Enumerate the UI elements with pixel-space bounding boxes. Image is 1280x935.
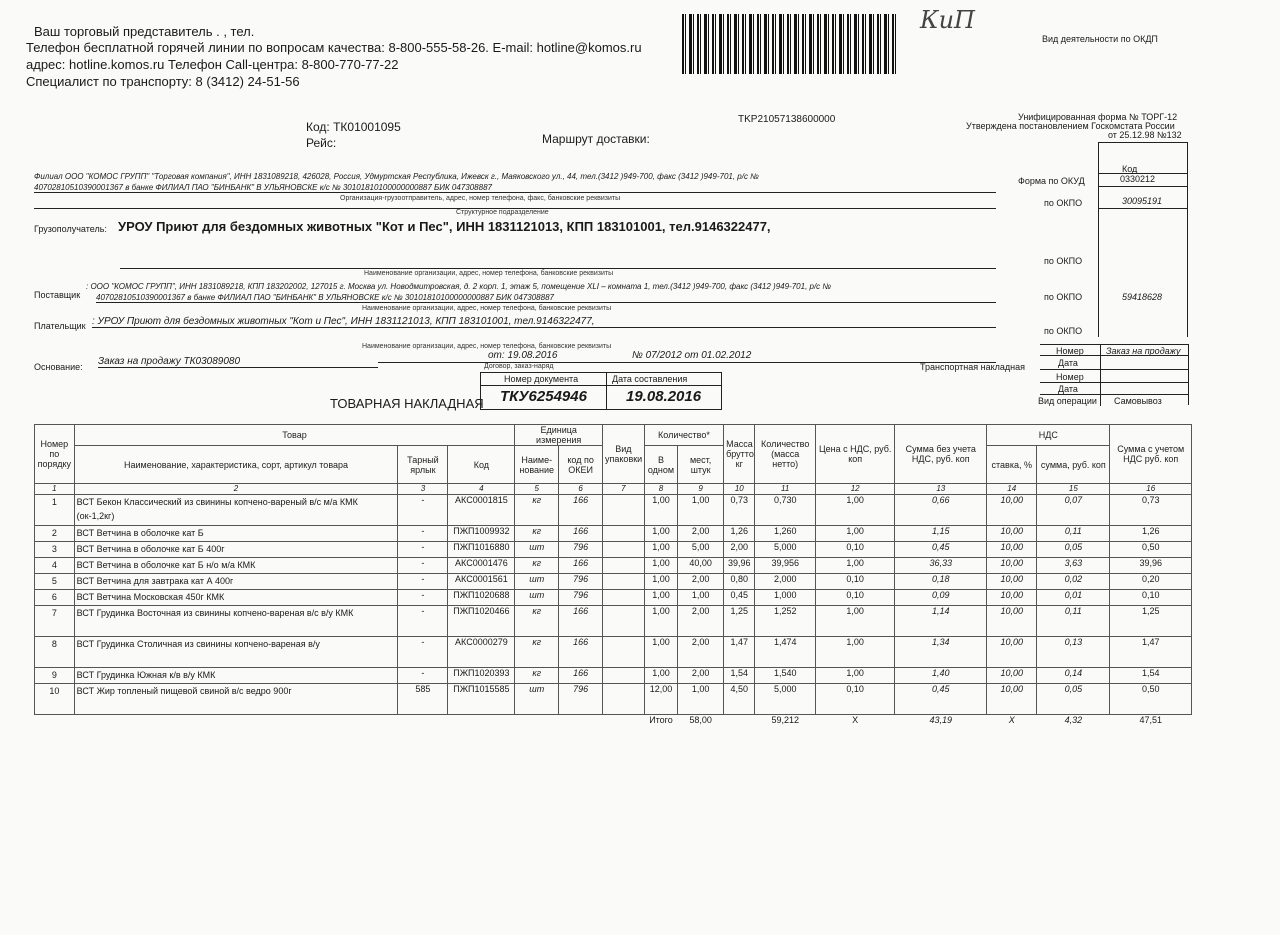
column-number: 3 xyxy=(398,484,448,495)
col-header-unit: Единица измерения xyxy=(515,425,603,446)
cell-net: 5,000 xyxy=(755,684,816,715)
total-rate: X xyxy=(1008,715,1015,725)
sales-rep-line: Ваш торговый представитель . , тел. xyxy=(34,24,255,39)
cell-places: 1,00 xyxy=(678,684,724,715)
cell-tare: - xyxy=(398,637,448,668)
col-header-2: Наименование, характеристика, сорт, артикул товара xyxy=(74,446,398,484)
cell-n: 1 xyxy=(35,495,75,526)
basis-label: Основание: xyxy=(34,362,83,372)
cell-n: 6 xyxy=(35,590,75,606)
column-number: 16 xyxy=(1110,484,1192,495)
code-column xyxy=(1098,142,1188,337)
cell-rate: 10,00 xyxy=(987,637,1037,668)
cell-vat: 0,14 xyxy=(1037,668,1110,684)
cell-n: 5 xyxy=(35,574,75,590)
operation-value: Самовывоз xyxy=(1114,396,1162,406)
total-vat: 4,32 xyxy=(1064,715,1083,725)
cell-net: 2,000 xyxy=(755,574,816,590)
cell-okei: 796 xyxy=(559,590,603,606)
table-row xyxy=(35,542,1192,558)
cell-price: 1,00 xyxy=(815,668,894,684)
cell-rate: 10,00 xyxy=(987,558,1037,574)
cell-sum_nov: 1,40 xyxy=(895,668,987,684)
col-header-15: сумма, руб. коп xyxy=(1037,446,1110,484)
column-number: 13 xyxy=(895,484,987,495)
col-header-vat: НДС xyxy=(987,425,1110,446)
column-number-row xyxy=(35,484,1192,495)
hotline-line: Телефон бесплатной горячей линии по вопросам качества: 8-800-555-58-26. E-mail: hotline@komos.ru xyxy=(26,40,642,55)
cell-vat: 0,02 xyxy=(1037,574,1110,590)
total-total: 47,51 xyxy=(1139,715,1162,725)
cell-okei: 796 xyxy=(559,542,603,558)
column-number: 8 xyxy=(644,484,677,495)
cell-pack xyxy=(603,668,645,684)
cell-total: 0,50 xyxy=(1110,542,1192,558)
cell-rate: 10,00 xyxy=(987,526,1037,542)
cell-n: 9 xyxy=(35,668,75,684)
barcode xyxy=(682,14,896,74)
cell-okei: 166 xyxy=(559,606,603,637)
number-label-2: Номер xyxy=(1056,372,1084,382)
total-empty xyxy=(515,715,559,731)
cell-rate: 10,00 xyxy=(987,668,1037,684)
total-net: 59,212 xyxy=(771,715,799,725)
cell-unit: шт xyxy=(515,684,559,715)
cell-code: АКС0000279 xyxy=(448,637,515,668)
cell-one: 1,00 xyxy=(644,637,677,668)
okpo1-value: 30095191 xyxy=(1122,196,1163,206)
cell-one: 1,00 xyxy=(644,590,677,606)
cell-price: 0,10 xyxy=(815,542,894,558)
cell-pack xyxy=(603,606,645,637)
cell-okei: 796 xyxy=(559,574,603,590)
cell-name: ВСТ Ветчина Московская 450г КМК xyxy=(74,590,398,606)
col-header-goods: Товар xyxy=(74,425,515,446)
table-row xyxy=(35,526,1192,542)
cell-rate: 10,00 xyxy=(987,606,1037,637)
cell-vat: 0,05 xyxy=(1037,684,1110,715)
table-row xyxy=(35,558,1192,574)
cell-one: 12,00 xyxy=(644,684,677,715)
total-empty xyxy=(35,715,75,731)
cell-name: ВСТ Бекон Классический из свинины копчено-вареный в/с м/а КМК (ок-1,2кг) xyxy=(74,495,398,526)
shipper-line2: 40702810510390001367 в банке ФИЛИАЛ ПАО "БИНБАНК" В УЛЬЯНОВСКЕ к/с № 30101810100000000887 БИК 047308887 xyxy=(34,183,996,193)
cell-sum_nov: 1,34 xyxy=(895,637,987,668)
cell-price: 1,00 xyxy=(815,606,894,637)
cell-places: 2,00 xyxy=(678,637,724,668)
col-header-qty: Количество* xyxy=(644,425,723,446)
col-header-5: Наиме-нование xyxy=(515,446,559,484)
table-row xyxy=(35,637,1192,668)
total-label: Итого xyxy=(649,715,673,725)
col-header-11: Количество (масса нетто) xyxy=(755,425,816,484)
address-line: адрес: hotline.komos.ru Телефон Call-центра: 8-800-770-77-22 xyxy=(26,57,399,72)
cell-unit: шт xyxy=(515,574,559,590)
column-number: 6 xyxy=(559,484,603,495)
total-sum_nov: 43,19 xyxy=(929,715,953,725)
okdp-label: Вид деятельности по ОКДП xyxy=(1042,34,1158,44)
total-empty xyxy=(398,715,448,731)
column-number: 1 xyxy=(35,484,75,495)
cell-places: 40,00 xyxy=(678,558,724,574)
cell-name: ВСТ Ветчина в оболочке кат Б 400г xyxy=(74,542,398,558)
cell-sum_nov: 1,14 xyxy=(895,606,987,637)
date-label-1: Дата xyxy=(1058,358,1078,368)
okpo-label-2: по ОКПО xyxy=(1044,256,1083,266)
cell-sum_nov: 0,18 xyxy=(895,574,987,590)
struct-caption: Структурное подразделение xyxy=(456,209,549,216)
cell-name: ВСТ Грудинка Восточная из свинины копчено-вареная в/с в/у КМК xyxy=(74,606,398,637)
cell-rate: 10,00 xyxy=(987,590,1037,606)
cell-pack xyxy=(603,542,645,558)
cell-rate: 10,00 xyxy=(987,542,1037,558)
cell-rate: 10,00 xyxy=(987,684,1037,715)
cell-tare: - xyxy=(398,526,448,542)
number-label-1: Номер xyxy=(1056,346,1084,356)
code-header: Код xyxy=(1122,164,1138,174)
table-row xyxy=(35,668,1192,684)
order-rule-3 xyxy=(1040,382,1188,383)
form-line3: от 25.12.98 №132 xyxy=(1108,130,1182,140)
cell-tare: - xyxy=(398,590,448,606)
table-row xyxy=(35,495,1192,526)
cell-code: АКС0001815 xyxy=(448,495,515,526)
total-places: 58,00 xyxy=(689,715,712,725)
cell-gross: 1,47 xyxy=(724,637,755,668)
cell-vat: 0,11 xyxy=(1037,606,1110,637)
col-header-1: Номер по порядку xyxy=(35,425,75,484)
cell-gross: 39,96 xyxy=(724,558,755,574)
cell-unit: кг xyxy=(515,526,559,542)
cell-pack xyxy=(603,684,645,715)
cell-gross: 0,80 xyxy=(724,574,755,590)
column-number: 14 xyxy=(987,484,1037,495)
basis-caption: Договор, заказ-наряд xyxy=(484,363,554,370)
cell-code: ПЖП1015585 xyxy=(448,684,515,715)
order-rule-4 xyxy=(1040,394,1188,395)
cell-total: 1,47 xyxy=(1110,637,1192,668)
col-header-4: Код xyxy=(448,446,515,484)
cell-price: 0,10 xyxy=(815,574,894,590)
cell-price: 1,00 xyxy=(815,558,894,574)
cell-tare: - xyxy=(398,542,448,558)
column-number: 2 xyxy=(74,484,398,495)
cell-one: 1,00 xyxy=(644,526,677,542)
cell-places: 1,00 xyxy=(678,495,724,526)
cell-one: 1,00 xyxy=(644,574,677,590)
cell-total: 0,50 xyxy=(1110,684,1192,715)
cell-okei: 166 xyxy=(559,495,603,526)
cell-tare: - xyxy=(398,574,448,590)
cell-okei: 166 xyxy=(559,668,603,684)
consignee-caption: Наименование организации, адрес, номер телефона, банковские реквизиты xyxy=(364,270,614,277)
trip-label: Рейс: xyxy=(306,136,337,150)
cell-vat: 0,07 xyxy=(1037,495,1110,526)
cell-total: 0,10 xyxy=(1110,590,1192,606)
cell-vat: 0,05 xyxy=(1037,542,1110,558)
okud-value: 0330212 xyxy=(1120,174,1156,184)
code-label: Код: ТК01001095 xyxy=(306,120,401,134)
cell-tare: - xyxy=(398,668,448,684)
total-empty xyxy=(603,715,645,731)
operation-label: Вид операции xyxy=(1038,396,1097,406)
shipper-line1: Филиал ООО "КОМОС ГРУПП" "Торговая компания", ИНН 1831089218, 426028, Россия, Удмуртская Республика, Ижевск г., Маяковского ул., 44, тел.(3412 )949-700, факс (3412 )949-701, р/с № xyxy=(34,172,759,181)
cell-total: 0,73 xyxy=(1110,495,1192,526)
cell-one: 1,00 xyxy=(644,606,677,637)
cell-unit: шт xyxy=(515,542,559,558)
cell-price: 0,10 xyxy=(815,684,894,715)
basis-value: Заказ на продажу ТК03089080 xyxy=(98,356,378,368)
cell-code: ПЖП1020393 xyxy=(448,668,515,684)
okud-label: Форма по ОКУД xyxy=(1018,176,1085,186)
col-header-12: Цена с НДС, руб. коп xyxy=(815,425,894,484)
cell-total: 1,26 xyxy=(1110,526,1192,542)
column-number: 10 xyxy=(724,484,755,495)
date-label-2: Дата xyxy=(1058,384,1078,394)
column-number: 12 xyxy=(815,484,894,495)
cell-okei: 166 xyxy=(559,558,603,574)
cell-places: 2,00 xyxy=(678,606,724,637)
cell-one: 1,00 xyxy=(644,668,677,684)
cell-n: 7 xyxy=(35,606,75,637)
route-label: Маршрут доставки: xyxy=(542,132,650,146)
doc-number-label: Номер документа xyxy=(504,374,579,384)
cell-gross: 0,45 xyxy=(724,590,755,606)
cell-places: 2,00 xyxy=(678,668,724,684)
column-number: 7 xyxy=(603,484,645,495)
payer-label: Плательщик xyxy=(34,321,86,331)
doc-title: ТОВАРНАЯ НАКЛАДНАЯ xyxy=(330,396,484,411)
total-empty xyxy=(448,715,515,731)
cell-name: ВСТ Жир топленый пищевой свиной в/с ведро 900г xyxy=(74,684,398,715)
transport-waybill-label: Транспортная накладная xyxy=(920,362,1026,372)
goods-table xyxy=(34,424,1192,730)
cell-one: 1,00 xyxy=(644,542,677,558)
table-row xyxy=(35,684,1192,715)
cell-net: 5,000 xyxy=(755,542,816,558)
cell-code: АКС0001476 xyxy=(448,558,515,574)
column-number: 15 xyxy=(1037,484,1110,495)
cell-sum_nov: 0,45 xyxy=(895,684,987,715)
cell-rate: 10,00 xyxy=(987,574,1037,590)
order-rule-1 xyxy=(1040,355,1188,356)
supplier-line2: 40702810510390001367 в банке ФИЛИАЛ ПАО "БИНБАНК" В УЛЬЯНОВСКЕ к/с № 30101810100000000887 БИК 047308887 xyxy=(96,293,996,303)
cell-unit: кг xyxy=(515,495,559,526)
total-empty xyxy=(559,715,603,731)
cell-name: ВСТ Грудинка Южная к/в в/у КМК xyxy=(74,668,398,684)
cell-code: ПЖП1020466 xyxy=(448,606,515,637)
cell-net: 1,540 xyxy=(755,668,816,684)
table-row xyxy=(35,574,1192,590)
okpo-label-1: по ОКПО xyxy=(1044,198,1083,208)
cell-tare: 585 xyxy=(398,684,448,715)
cell-code: ПЖП1016880 xyxy=(448,542,515,558)
barcode-number: TKP21057138600000 xyxy=(738,114,836,125)
cell-okei: 796 xyxy=(559,684,603,715)
column-number: 9 xyxy=(678,484,724,495)
total-price: X xyxy=(852,715,859,725)
basis-from: от: 19.08.2016 xyxy=(488,350,558,361)
cell-tare: - xyxy=(398,558,448,574)
cell-price: 1,00 xyxy=(815,526,894,542)
cell-vat: 3,63 xyxy=(1037,558,1110,574)
okpo3-value: 59418628 xyxy=(1122,292,1163,302)
column-number: 5 xyxy=(515,484,559,495)
cell-net: 1,000 xyxy=(755,590,816,606)
basis-number: № 07/2012 от 01.02.2012 xyxy=(632,350,752,361)
total-empty xyxy=(724,715,755,731)
supplier-label: Поставщик xyxy=(34,290,81,300)
cell-pack xyxy=(603,574,645,590)
cell-net: 1,252 xyxy=(755,606,816,637)
shipper-caption: Организация-грузоотправитель, адрес, номер телефона, факс, банковские реквизиты xyxy=(340,195,621,202)
basis-line xyxy=(378,360,996,363)
cell-places: 1,00 xyxy=(678,590,724,606)
col-header-14: ставка, % xyxy=(987,446,1037,484)
totals-row xyxy=(35,715,1192,731)
cell-total: 1,25 xyxy=(1110,606,1192,637)
cell-one: 1,00 xyxy=(644,558,677,574)
cell-price: 0,10 xyxy=(815,590,894,606)
form-line2: Утверждена постановлением Госкомстата России xyxy=(966,121,1175,131)
col-header-9: мест, штук xyxy=(678,446,724,484)
cell-sum_nov: 36,33 xyxy=(895,558,987,574)
cell-tare: - xyxy=(398,495,448,526)
col-header-3: Тарный ярлык xyxy=(398,446,448,484)
cell-places: 2,00 xyxy=(678,526,724,542)
col-header-6: код по ОКЕИ xyxy=(559,446,603,484)
cell-okei: 166 xyxy=(559,637,603,668)
column-number: 4 xyxy=(448,484,515,495)
cell-name: ВСТ Ветчина в оболочке кат Б xyxy=(74,526,398,542)
handwritten-note: КиП xyxy=(920,6,975,34)
cell-okei: 166 xyxy=(559,526,603,542)
cell-unit: кг xyxy=(515,606,559,637)
doc-date-label: Дата составления xyxy=(612,374,688,384)
order-rule-2 xyxy=(1040,369,1188,370)
cell-unit: шт xyxy=(515,590,559,606)
cell-name: ВСТ Грудинка Столичная из свинины копчено-вареная в/у xyxy=(74,637,398,668)
cell-pack xyxy=(603,526,645,542)
doc-date: 19.08.2016 xyxy=(626,388,702,405)
cell-places: 5,00 xyxy=(678,542,724,558)
okpo-label-4: по ОКПО xyxy=(1044,326,1083,336)
cell-vat: 0,11 xyxy=(1037,526,1110,542)
cell-n: 2 xyxy=(35,526,75,542)
okpo-label-3: по ОКПО xyxy=(1044,292,1083,302)
total-empty xyxy=(74,715,398,731)
consignee-label: Грузополучатель: xyxy=(34,224,107,234)
order-divider xyxy=(1100,344,1101,406)
doc-box-divider xyxy=(606,372,607,409)
cell-places: 2,00 xyxy=(678,574,724,590)
cell-gross: 1,26 xyxy=(724,526,755,542)
cell-name: ВСТ Ветчина для завтрака кат А 400г xyxy=(74,574,398,590)
cell-sum_nov: 0,45 xyxy=(895,542,987,558)
col-header-7: Вид упаковки xyxy=(603,425,645,484)
cell-net: 1,474 xyxy=(755,637,816,668)
number-value: Заказ на продажу xyxy=(1106,346,1181,356)
cell-n: 3 xyxy=(35,542,75,558)
col-header-13: Сумма без учета НДС, руб. коп xyxy=(895,425,987,484)
cell-pack xyxy=(603,495,645,526)
form-line1: Унифицированная форма № ТОРГ-12 xyxy=(1018,112,1178,122)
cell-pack xyxy=(603,590,645,606)
cell-total: 39,96 xyxy=(1110,558,1192,574)
doc-box-rule xyxy=(480,385,721,386)
cell-sum_nov: 0,09 xyxy=(895,590,987,606)
transport-line: Специалист по транспорту: 8 (3412) 24-51-56 xyxy=(26,74,300,89)
col-header-10: Масса брутто кг xyxy=(724,425,755,484)
cell-vat: 0,13 xyxy=(1037,637,1110,668)
col-header-8: В одном xyxy=(644,446,677,484)
supplier-caption: Наименование организации, адрес, номер телефона, банковские реквизиты xyxy=(362,305,612,312)
cell-gross: 0,73 xyxy=(724,495,755,526)
col-header-16: Сумма с учетом НДС руб. коп xyxy=(1110,425,1192,484)
cell-code: ПЖП1020688 xyxy=(448,590,515,606)
cell-net: 39,956 xyxy=(755,558,816,574)
cell-gross: 2,00 xyxy=(724,542,755,558)
cell-price: 1,00 xyxy=(815,637,894,668)
column-number: 11 xyxy=(755,484,816,495)
cell-net: 0,730 xyxy=(755,495,816,526)
cell-sum_nov: 0,66 xyxy=(895,495,987,526)
table-row xyxy=(35,606,1192,637)
cell-unit: кг xyxy=(515,668,559,684)
cell-one: 1,00 xyxy=(644,495,677,526)
cell-gross: 4,50 xyxy=(724,684,755,715)
cell-n: 10 xyxy=(35,684,75,715)
cell-net: 1,260 xyxy=(755,526,816,542)
cell-rate: 10,00 xyxy=(987,495,1037,526)
cell-code: ПЖП1009932 xyxy=(448,526,515,542)
cell-price: 1,00 xyxy=(815,495,894,526)
cell-vat: 0,01 xyxy=(1037,590,1110,606)
cell-pack xyxy=(603,637,645,668)
supplier-line1: : ООО "КОМОС ГРУПП", ИНН 1831089218, КПП 183202002, 127015 г. Москва ул. Новодмитровская, д. 2 корп. 1, этаж 5, помещение XLI – комната 1, тел.(3412 )949-700, факс (3412 )949-701, р/с № xyxy=(86,282,832,291)
cell-total: 0,20 xyxy=(1110,574,1192,590)
cell-n: 4 xyxy=(35,558,75,574)
cell-n: 8 xyxy=(35,637,75,668)
table-row xyxy=(35,590,1192,606)
consignee-value: УРОУ Приют для бездомных животных "Кот и Пес", ИНН 1831121013, КПП 183101001, тел.9146322477, xyxy=(118,219,771,234)
cell-gross: 1,54 xyxy=(724,668,755,684)
payer-value: : УРОУ Приют для бездомных животных "Кот и Пес", ИНН 1831121013, КПП 183101001, тел.9146322477, xyxy=(92,316,996,328)
cell-tare: - xyxy=(398,606,448,637)
cell-name: ВСТ Ветчина в оболочке кат Б н/о м/а КМК xyxy=(74,558,398,574)
cell-total: 1,54 xyxy=(1110,668,1192,684)
cell-unit: кг xyxy=(515,637,559,668)
cell-sum_nov: 1,15 xyxy=(895,526,987,542)
cell-gross: 1,25 xyxy=(724,606,755,637)
consignee-line xyxy=(120,266,996,269)
doc-number: ТКУ6254946 xyxy=(500,388,587,405)
cell-code: АКС0001561 xyxy=(448,574,515,590)
cell-pack xyxy=(603,558,645,574)
cell-unit: кг xyxy=(515,558,559,574)
payer-caption: Наименование организации, адрес, номер телефона, банковские реквизиты xyxy=(362,343,612,350)
